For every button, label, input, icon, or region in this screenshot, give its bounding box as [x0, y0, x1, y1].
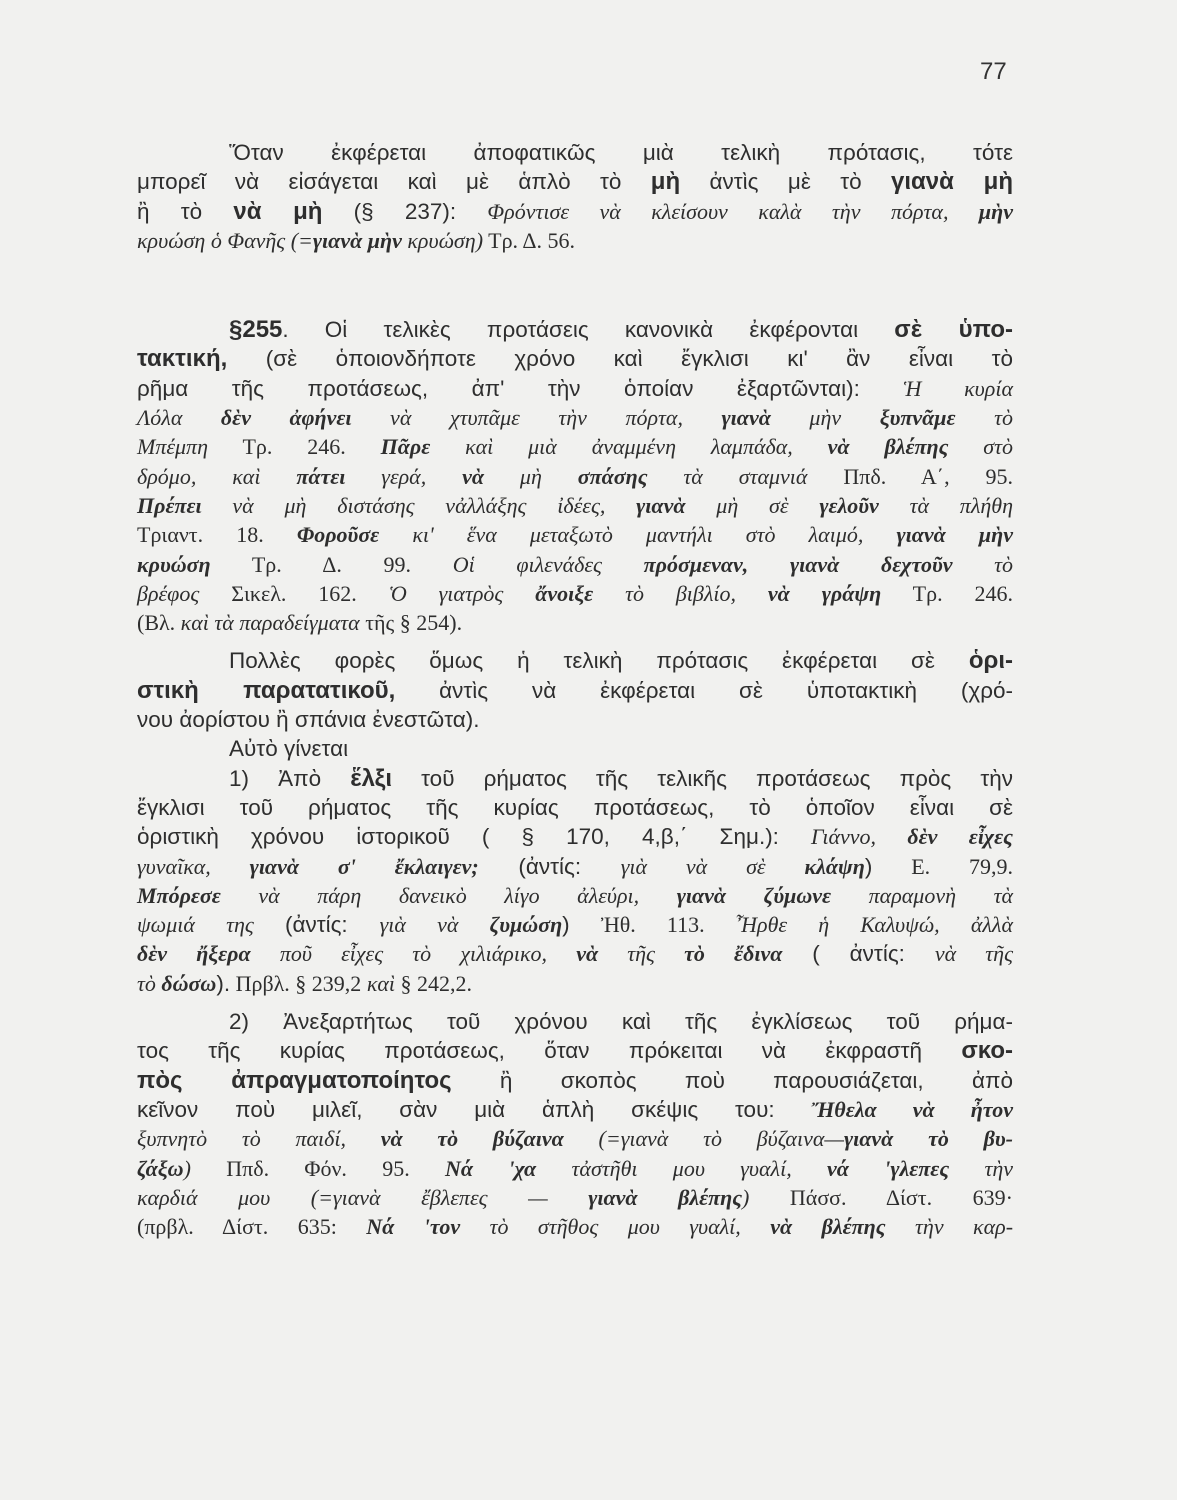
italic-example: γιὰ νὰ — [379, 912, 490, 938]
bold-emphasis: γιανὰ μὴ — [891, 168, 1013, 196]
text-run: ἀντὶς νὰ ἐκφέρεται σὲ ὑποτακτικὴ (χρό- — [395, 677, 1013, 703]
italic-example: τῆς — [598, 941, 685, 967]
text-run: κεῖνον ποὺ μιλεῖ, σὰν μιὰ ἁπλὴ σκέψις του: — [137, 1096, 812, 1122]
bold-emphasis: σὲ ὑπο- — [894, 316, 1013, 344]
bold-italic-emphasis: ζυμώση — [489, 912, 563, 938]
paragraph — [137, 315, 1013, 637]
text-run: (ἀντίς: — [478, 853, 621, 879]
text-line — [137, 462, 1013, 491]
italic-example: καὶ — [366, 970, 396, 996]
italic-example: μὴν — [770, 405, 880, 431]
bold-italic-emphasis: γιανὰ ζύμωνε — [676, 882, 832, 908]
bold-italic-emphasis: δὲν ἤξερα — [137, 941, 251, 967]
italic-example: τὴν καρ- — [885, 1214, 1014, 1240]
text-line — [137, 793, 1013, 822]
citation: Τρ. 246. — [208, 434, 381, 460]
italic-example: μὴ — [484, 463, 578, 489]
italic-example: Οἱ φιλενάδες — [452, 551, 644, 577]
bold-italic-emphasis: νὰ — [576, 941, 599, 967]
text-line — [137, 374, 1013, 403]
italic-example: Λόλα — [137, 405, 221, 431]
citation: (Βλ. — [137, 610, 181, 636]
text-run: ἢ τὸ — [137, 198, 234, 224]
bold-italic-emphasis: σπάσης — [577, 463, 648, 489]
italic-example: κρυώση) — [401, 227, 484, 253]
paragraph — [137, 1007, 1013, 1241]
italic-example: Ἡ κυρία — [903, 375, 1013, 401]
text-run: 2) Ἀνεξαρτήτως τοῦ χρόνου καὶ τῆς ἐγκλίσεως τοῦ ρήμα- — [229, 1009, 1013, 1035]
italic-example: τὸ βιβλίο, — [593, 580, 768, 606]
bold-italic-emphasis: κλάψη — [804, 853, 865, 879]
bold-italic-emphasis: νὰ βλέπης — [770, 1214, 886, 1240]
bold-italic-emphasis: Ἤθελα νὰ ἦτον — [811, 1096, 1014, 1122]
italic-example: Ἦρθε ἡ Καλυψώ, ἀλλὰ — [735, 912, 1013, 938]
paragraph — [137, 646, 1013, 734]
bold-italic-emphasis: γιανὰ μὴν — [312, 227, 402, 253]
bold-italic-emphasis: ζάξω — [137, 1155, 184, 1181]
bold-italic-emphasis: Νά 'χα — [445, 1155, 537, 1181]
bold-italic-emphasis: δὲν εἶχες — [907, 824, 1013, 850]
bold-emphasis: ἕλξι — [350, 764, 393, 792]
bold-emphasis: §255 — [229, 316, 283, 344]
citation: Ππδ. Φόν. 95. — [190, 1155, 446, 1181]
bold-italic-emphasis: πρόσμεναν, γιανὰ δεχτοῦν — [643, 551, 953, 577]
citation: Πάσσ. Δίστ. 639· — [749, 1184, 1013, 1210]
bold-italic-emphasis: Μπόρεσε — [137, 882, 221, 908]
text-line — [137, 676, 1013, 705]
bold-italic-emphasis: γιανὰ μὴν — [896, 522, 1014, 548]
bold-italic-emphasis: μὴν — [978, 198, 1013, 224]
text-run: 1) Ἀπὸ — [229, 765, 351, 791]
text-line — [137, 197, 1013, 226]
text-line — [137, 822, 1013, 851]
text-line — [137, 1007, 1013, 1036]
text-run: μπορεῖ νὰ εἰσάγεται καὶ μὲ ἁπλὸ τὸ — [137, 169, 651, 195]
text-run: (§ 237): — [322, 198, 488, 224]
text-line — [137, 344, 1013, 373]
text-line — [137, 1154, 1013, 1183]
citation: Ππδ. Α΄, 95. — [807, 463, 1013, 489]
text-run: ἢ σκοπὸς ποὺ παρουσιάζεται, ἀπὸ — [451, 1067, 1013, 1093]
text-run: Ὅταν ἐκφέρεται ἀποφατικῶς μιὰ τελικὴ πρότασις, τότε — [229, 140, 1013, 165]
italic-example: καρδιά μου (=γιανὰ ἔβλεπες — — [137, 1184, 589, 1210]
text-line — [137, 852, 1013, 881]
bold-italic-emphasis: πάτει — [296, 463, 346, 489]
text-line — [137, 1036, 1013, 1065]
bold-emphasis: ὁρι- — [968, 647, 1013, 675]
italic-example: νὰ μὴ διστάσης νἀλλάξης ἰδέες, — [201, 492, 637, 518]
italic-example: Γιάννο, — [811, 824, 908, 850]
citation: § 242,2. — [395, 970, 473, 996]
paragraph — [137, 734, 1013, 763]
text-line — [137, 1095, 1013, 1124]
text-line — [137, 550, 1013, 579]
citation: τῆς § 254). — [359, 610, 463, 636]
bold-italic-emphasis: Πρέπει — [137, 492, 202, 518]
text-run: ) — [562, 912, 570, 938]
italic-example: ποῦ εἶχες τὸ χιλιάρικο, — [250, 941, 577, 967]
text-line — [137, 734, 1013, 763]
bold-italic-emphasis: Νά 'τον — [366, 1214, 461, 1240]
italic-example: ) — [183, 1155, 191, 1181]
bold-italic-emphasis: γιανὰ τὸ βυ- — [843, 1126, 1013, 1152]
bold-italic-emphasis: ξυπνᾶμε — [879, 405, 956, 431]
italic-example: μὴ σὲ — [685, 492, 820, 518]
bold-emphasis: τακτική, — [137, 345, 228, 373]
bold-italic-emphasis: γιανὰ — [636, 492, 686, 518]
text-line — [137, 1124, 1013, 1153]
italic-example: καὶ μιὰ ἀναμμένη λαμπάδα, — [430, 434, 828, 460]
citation: Τρ. Δ. 99. — [210, 551, 453, 577]
paragraph — [137, 764, 1013, 998]
bold-italic-emphasis: τὸ ἔδινα — [684, 941, 783, 967]
italic-example: κρυώση ὁ Φανῆς (= — [137, 227, 313, 253]
text-line — [137, 579, 1013, 608]
citation: Τρ. Δ. 56. — [483, 227, 575, 253]
italic-example: τὰ πλήθη — [878, 492, 1013, 518]
italic-example: Φρόντισε νὰ κλείσουν καλὰ τὴν πόρτα, — [487, 198, 979, 224]
text-line — [137, 167, 1013, 196]
page-number: 77 — [980, 58, 1007, 85]
italic-example: τὰ σταμνιά — [647, 463, 808, 489]
text-line — [137, 432, 1013, 461]
text-run: ( ἀντίς: — [782, 941, 935, 967]
italic-example: Ὁ γιατρὸς — [388, 580, 536, 606]
text-line — [137, 1212, 1013, 1241]
citation: Ε. 79,9. — [872, 853, 1013, 879]
italic-example: ξυπνητὸ τὸ παιδί, — [137, 1126, 381, 1152]
italic-example: κι' ἕνα μεταξωτὸ μαντήλι στὸ λαιμό, — [379, 522, 897, 548]
text-run: Πολλὲς φορὲς ὅμως ἡ τελικὴ πρότασις ἐκφέρεται σὲ — [229, 648, 969, 674]
text-line — [137, 910, 1013, 939]
italic-example: (=γιανὰ τὸ βύζαινα— — [563, 1126, 844, 1152]
bold-italic-emphasis: κρυώση — [137, 551, 211, 577]
text-line — [137, 138, 1013, 167]
text-run: ) — [864, 853, 873, 879]
text-run: τοῦ ρήματος τῆς τελικῆς προτάσεως πρὸς τὴν — [392, 765, 1013, 791]
italic-example: γυναῖκα, — [137, 853, 250, 879]
body-text — [137, 138, 1013, 1241]
italic-example: νὰ πάρη δανεικὸ λίγο ἀλεύρι, — [220, 882, 677, 908]
italic-example: νὰ χτυπᾶμε τὴν πόρτα, — [351, 405, 722, 431]
bold-emphasis: πὸς ἀπραγματοποίητος — [137, 1066, 452, 1094]
bold-italic-emphasis: ἄνοιξε — [535, 580, 594, 606]
italic-example: τἀστῆθι μου γυαλί, — [536, 1155, 827, 1181]
bold-italic-emphasis: νὰ βλέπης — [827, 434, 949, 460]
text-line — [137, 226, 1013, 255]
text-run: ὁριστικὴ χρόνου ἱστορικοῦ ( § 170, 4,β,΄ Σημ.): — [137, 824, 812, 850]
text-line — [137, 315, 1013, 344]
text-line — [137, 705, 1013, 734]
text-line — [137, 608, 1013, 637]
text-line — [137, 881, 1013, 910]
text-run: ρῆμα τῆς προτάσεως, ἀπ' τὴν ὁποίαν ἐξαρτῶνται): — [137, 375, 904, 401]
italic-example: στὸ — [948, 434, 1013, 460]
bold-emphasis: στικὴ παρατατικοῦ, — [137, 676, 396, 704]
bold-italic-emphasis: γιανὰ — [721, 405, 771, 431]
text-run: ἔγκλισι τοῦ ρήματος τῆς κυρίας προτάσεως, τὸ ὁποῖον εἶναι σὲ — [137, 794, 1013, 820]
citation: Τρ. 246. — [881, 580, 1013, 606]
text-run: . Οἱ τελικὲς προτάσεις κανονικὰ ἐκφέρονται — [282, 317, 895, 343]
bold-italic-emphasis: νὰ γράψη — [767, 580, 882, 606]
bold-italic-emphasis: νά 'γλεπες — [827, 1155, 950, 1181]
italic-example: βρέφος — [137, 580, 200, 606]
text-run: (ἀντίς: — [284, 912, 380, 938]
text-line — [137, 491, 1013, 520]
citation: (πρβλ. Δίστ. 635: — [137, 1214, 367, 1240]
italic-example: παραμονὴ τὰ — [831, 882, 1013, 908]
text-line — [137, 1066, 1013, 1095]
italic-example: τὸ — [137, 970, 162, 996]
text-line — [137, 520, 1013, 549]
text-line — [137, 1183, 1013, 1212]
bold-italic-emphasis: Φοροῦσε — [296, 522, 380, 548]
bold-italic-emphasis: Πᾶρε — [380, 434, 431, 460]
citation: Σικελ. 162. — [199, 580, 389, 606]
bold-emphasis: νὰ μὴ — [233, 197, 323, 225]
italic-example: τὸ — [952, 551, 1014, 577]
bold-italic-emphasis: γιανὰ σ' ἔκλαιγεν; — [249, 853, 479, 879]
italic-example: Μπέμπη — [137, 434, 208, 460]
italic-example: τὴν — [949, 1155, 1013, 1181]
italic-example: νὰ τῆς — [934, 941, 1014, 967]
bold-italic-emphasis: δώσω — [161, 970, 217, 996]
paragraph — [137, 138, 1013, 255]
text-line — [137, 403, 1013, 432]
text-line — [137, 764, 1013, 793]
text-line — [137, 646, 1013, 675]
citation: Πρβλ. § 239,2 — [230, 970, 367, 996]
text-run: τος τῆς κυρίας προτάσεως, ὅταν πρόκειται νὰ ἐκφραστῆ — [137, 1038, 962, 1064]
bold-italic-emphasis: δὲν ἀφήνει — [220, 405, 352, 431]
italic-example: γιὰ νὰ σὲ — [620, 853, 805, 879]
italic-example: γερά, — [345, 463, 463, 489]
italic-example: ψωμιά της — [137, 912, 285, 938]
text-run: (σὲ ὁποιονδήποτε χρόνο καὶ ἔγκλισι κι' ἂν εἶναι τὸ — [227, 346, 1013, 372]
italic-example: ) — [742, 1184, 750, 1210]
text-run: Αὐτὸ γίνεται — [229, 736, 349, 762]
bold-emphasis: μὴ — [650, 168, 681, 196]
text-run: ). — [216, 970, 231, 996]
italic-example: τὸ — [955, 405, 1013, 431]
bold-italic-emphasis: γελοῦν — [819, 492, 879, 518]
italic-example: καὶ τὰ παραδείγματα — [180, 610, 360, 636]
text-line — [137, 939, 1013, 968]
bold-italic-emphasis: νὰ — [462, 463, 485, 489]
text-run: νου ἀορίστου ἢ σπάνια ἐνεστῶτα). — [137, 707, 480, 733]
text-line — [137, 969, 1013, 998]
text-run: ἀντὶς μὲ τὸ — [680, 169, 891, 195]
bold-italic-emphasis: γιανὰ βλέπης — [588, 1184, 743, 1210]
citation: Τριαντ. 18. — [137, 522, 297, 548]
citation: Ἠθ. 113. — [569, 912, 736, 938]
italic-example: δρόμο, καὶ — [137, 463, 297, 489]
bold-italic-emphasis: νὰ τὸ βύζαινα — [380, 1126, 564, 1152]
italic-example: τὸ στῆθος μου γυαλί, — [460, 1214, 771, 1240]
bold-emphasis: σκο- — [961, 1037, 1013, 1065]
